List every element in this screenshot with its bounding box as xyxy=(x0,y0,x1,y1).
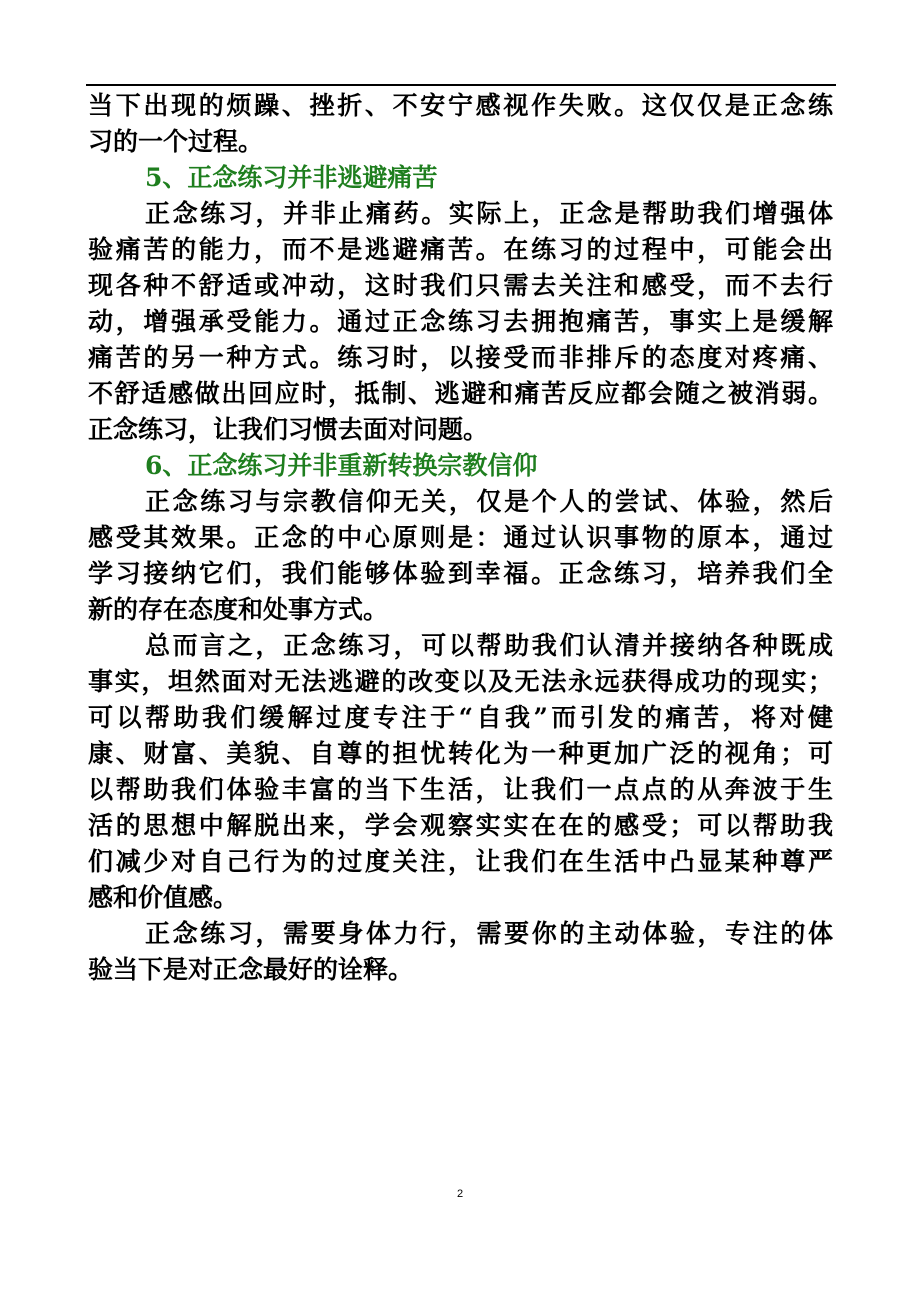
paragraph-line: 可以帮助我们缓解过度专注于“自我”而引发的痛苦，将对健 xyxy=(88,703,833,732)
paragraph-line: 当下出现的烦躁、挫折、不安宁感视作失败。这仅仅是正念练 xyxy=(88,91,833,120)
page-number: 2 xyxy=(456,1188,464,1200)
paragraph-line: 正念练习，让我们习惯去面对问题。 xyxy=(88,415,489,444)
paragraph-line: 新的存在态度和处事方式。 xyxy=(88,595,389,624)
paragraph-line: 总而言之，正念练习，可以帮助我们认清并接纳各种既成 xyxy=(145,631,833,660)
paragraph-line: 习的一个过程。 xyxy=(88,127,264,156)
paragraph-line: 不舒适感做出回应时，抵制、逃避和痛苦反应都会随之被消弱。 xyxy=(88,379,833,408)
header-rule xyxy=(86,84,836,86)
paragraph-line: 正念练习，并非止痛药。实际上，正念是帮助我们增强体 xyxy=(145,199,833,228)
section-heading-6: 6、正念练习并非重新转换宗教信仰 xyxy=(145,451,538,480)
paragraph-line: 事实，坦然面对无法逃避的改变以及无法永远获得成功的现实； xyxy=(88,667,833,696)
paragraph-line: 现各种不舒适或冲动，这时我们只需去关注和感受，而不去行 xyxy=(88,271,833,300)
paragraph-line: 正念练习，需要身体力行，需要你的主动体验，专注的体 xyxy=(145,919,833,948)
paragraph-line: 验痛苦的能力，而不是逃避痛苦。在练习的过程中，可能会出 xyxy=(88,235,833,264)
section-heading-5: 5、正念练习并非逃避痛苦 xyxy=(145,163,438,192)
paragraph-line: 学习接纳它们，我们能够体验到幸福。正念练习，培养我们全 xyxy=(88,559,833,588)
paragraph-line: 痛苦的另一种方式。练习时，以接受而非排斥的态度对疼痛、 xyxy=(88,343,833,372)
document-body xyxy=(88,88,833,988)
paragraph-line: 验当下是对正念最好的诠释。 xyxy=(88,955,414,984)
paragraph-line: 感和价值感。 xyxy=(88,883,239,912)
paragraph-line: 康、财富、美貌、自尊的担忧转化为一种更加广泛的视角；可 xyxy=(88,739,833,768)
paragraph-line: 活的思想中解脱出来，学会观察实实在在的感受；可以帮助我 xyxy=(88,811,833,840)
paragraph-line: 正念练习与宗教信仰无关，仅是个人的尝试、体验，然后 xyxy=(145,487,833,516)
paragraph-line: 动，增强承受能力。通过正念练习去拥抱痛苦，事实上是缓解 xyxy=(88,307,833,336)
paragraph-line: 感受其效果。正念的中心原则是：通过认识事物的原本，通过 xyxy=(88,523,833,552)
paragraph-line: 以帮助我们体验丰富的当下生活，让我们一点点的从奔波于生 xyxy=(88,775,833,804)
paragraph-line: 们减少对自己行为的过度关注，让我们在生活中凸显某种尊严 xyxy=(88,847,833,876)
